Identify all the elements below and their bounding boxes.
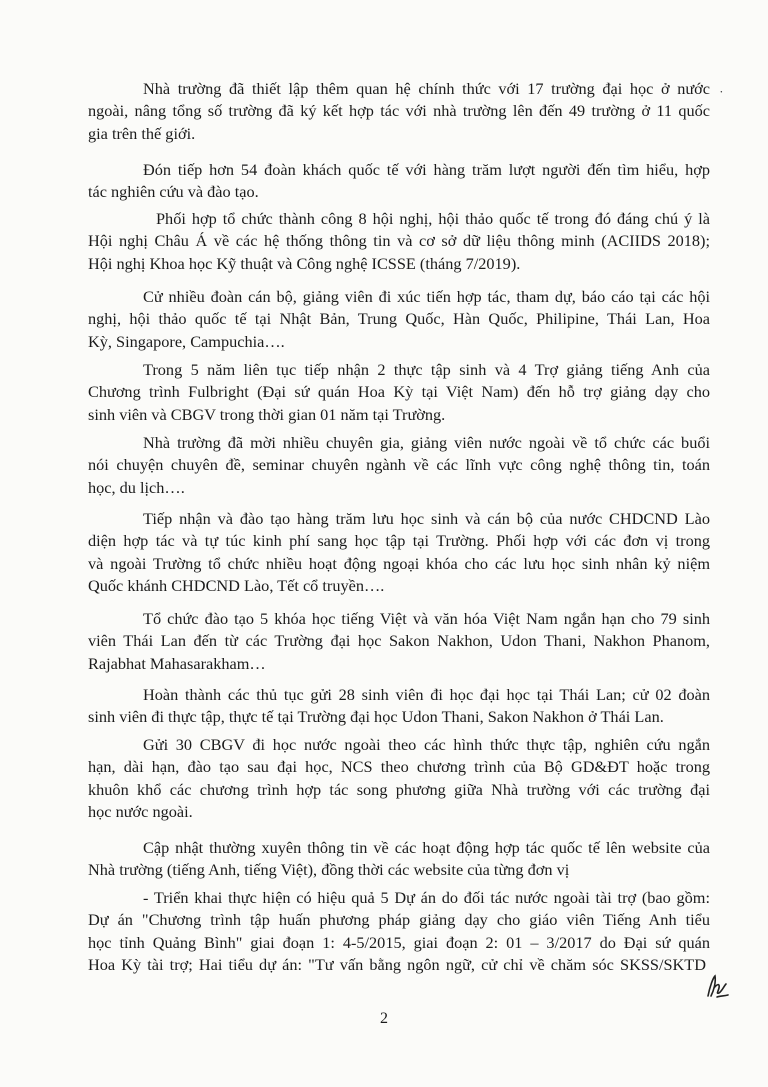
text-line: Hội nghị Châu Á về các hệ thống thông tin và cơ sở dữ liệu thông minh (ACIIDS 2018); (88, 231, 710, 251)
text-line: Trong 5 năm liên tục tiếp nhận 2 thực tập sinh và 4 Trợ giảng tiếng Anh của (143, 360, 710, 379)
paragraph-overseas-trips (88, 286, 710, 353)
paragraph-lao-students (88, 508, 710, 597)
paragraph-staff-abroad (88, 734, 710, 823)
paragraph-delegations (88, 159, 710, 204)
paragraph-fulbright (88, 359, 710, 426)
text-line: hạn, dài hạn, đào tạo sau đại học, NCS theo chương trình của Bộ GD&ĐT hoặc trong (88, 757, 710, 777)
text-line: Nhà trường đã mời nhiều chuyên gia, giảng viên nước ngoài về tổ chức các buổi (143, 433, 710, 452)
text-line: Hội nghị Khoa học Kỹ thuật và Công nghệ ICSSE (tháng 7/2019). (88, 253, 521, 273)
text-line: học tỉnh Quảng Bình" giai đoạn 1: 4-5/2015, giai đoạn 2: 01 – 3/2017 do Đại sứ quán (88, 932, 710, 952)
text-line: Cử nhiều đoàn cán bộ, giảng viên đi xúc tiến hợp tác, tham dự, báo cáo tại các hội (143, 287, 710, 306)
text-line: Tiếp nhận và đào tạo hàng trăm lưu học sinh và cán bộ của nước CHDCND Lào (143, 509, 710, 528)
paragraph-students-to-thailand (88, 684, 710, 729)
text-line: Chương trình Fulbright (Đại sứ quán Hoa Kỳ tại Việt Nam) đến hỗ trợ giảng dạy cho (88, 382, 710, 402)
text-line: Nhà trường (tiếng Anh, tiếng Việt), đồng thời các website của từng đơn vị (88, 860, 570, 880)
text-line: diện hợp tác và tự túc kinh phí sang học tập tại Trường. Phối hợp với các đơn vị trong (88, 531, 710, 551)
text-line: Hoàn thành các thủ tục gửi 28 sinh viên đi học đại học tại Thái Lan; cử 02 đoàn (143, 685, 710, 704)
paragraph-foreign-experts (88, 432, 710, 499)
text-line: - Triển khai thực hiện có hiệu quả 5 Dự án do đối tác nước ngoài tài trợ (bao gồm: (143, 888, 710, 907)
page-number: 2 (380, 1010, 388, 1027)
text-line: Gửi 30 CBGV đi học nước ngoài theo các hình thức thực tập, nghiên cứu ngắn (143, 735, 710, 754)
initials-signature (705, 974, 729, 1000)
text-line: ngoài, nâng tổng số trường đã ký kết hợp tác với nhà trường lên đến 49 trường ở 11 quốc (88, 101, 710, 121)
text-line: Quốc khánh CHDCND Lào, Tết cổ truyền…. (88, 575, 385, 595)
text-line: Cập nhật thường xuyên thông tin về các hoạt động hợp tác quốc tế lên website của (143, 838, 710, 857)
text-line: học nước ngoài. (88, 801, 193, 821)
text-line: khuôn khổ các chương trình hợp tác song phương giữa Nhà trường với các trường đại (88, 779, 710, 799)
paragraph-conferences (88, 208, 710, 275)
text-line: sinh viên và CBGV trong thời gian 01 năm tại Trường. (88, 404, 446, 424)
text-line: Tổ chức đào tạo 5 khóa học tiếng Việt và văn hóa Việt Nam ngắn hạn cho 79 sinh (143, 609, 710, 628)
text-line: học, du lịch…. (88, 477, 185, 497)
paragraph-thai-courses (88, 608, 710, 675)
scan-dot: ˙ (719, 89, 724, 104)
text-line: Dự án "Chương trình tập huấn phương pháp giảng dạy cho giáo viên Tiếng Anh tiểu (88, 910, 710, 930)
text-line: viên Thái Lan đến từ các Trường đại học Sakon Nakhon, Udon Thani, Nakhon Phanom, (88, 631, 710, 651)
text-line: tác nghiên cứu và đào tạo. (88, 182, 259, 202)
paragraph-funded-projects (88, 887, 710, 976)
text-line: Kỳ, Singapore, Campuchia…. (88, 331, 285, 351)
text-line: Rajabhat Mahasarakham… (88, 653, 266, 673)
text-line: nghị, hội thảo quốc tế tại Nhật Bản, Trung Quốc, Hàn Quốc, Philipine, Thái Lan, Hoa (88, 309, 710, 329)
text-line: gia trên thế giới. (88, 123, 196, 143)
text-line: và ngoài Trường tổ chức nhiều hoạt động ngoại khóa cho các lưu học sinh nhân kỷ niệm (88, 553, 710, 573)
paragraph-international-relations (88, 78, 710, 145)
text-line: sinh viên đi thực tập, thực tế tại Trường đại học Udon Thani, Sakon Nakhon ở Thái Lan. (88, 707, 664, 727)
text-line: Đón tiếp hơn 54 đoàn khách quốc tế với hàng trăm lượt người đến tìm hiểu, hợp (143, 160, 710, 179)
text-line: nói chuyện chuyên đề, seminar chuyên ngành về các lĩnh vực công nghệ thông tin, toán (88, 455, 710, 475)
text-line: Phối hợp tổ chức thành công 8 hội nghị, hội thảo quốc tế trong đó đáng chú ý là (156, 209, 710, 228)
text-line: Nhà trường đã thiết lập thêm quan hệ chính thức với 17 trường đại học ở nước (143, 79, 710, 98)
text-line: Hoa Kỳ tài trợ; Hai tiểu dự án: "Tư vấn bằng ngôn ngữ, cử chỉ về chăm sóc SKSS/SKTD (88, 954, 706, 974)
paragraph-website-updates (88, 837, 710, 882)
